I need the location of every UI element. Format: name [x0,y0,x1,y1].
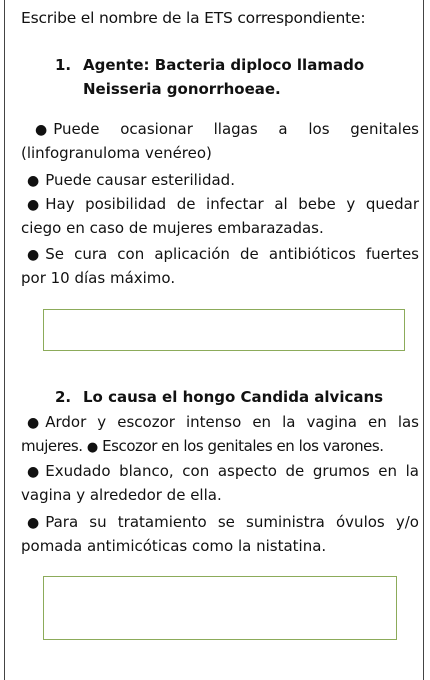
item-text-line2b: Escozor en los genitales en los varones. [102,436,384,455]
item-text-line1: Exudado blanco, con aspecto de grumos en la [45,462,419,480]
question-1-item-3 [21,193,419,239]
bullet-icon: ● [27,173,40,189]
question-2-title-text: Lo causa el hongo Candida alvicans [83,388,384,406]
question-1-title-line2: Neisseria gonorrhoeae. [83,80,281,98]
question-2-number: 2. [55,388,72,406]
item-text-line1: Para su tratamiento se suministra óvulos y/o [45,513,419,531]
question-1-number: 1. [55,56,72,74]
item-text-line1: Ardor y escozor intenso en la vagina en las [45,413,419,431]
answer-box-1[interactable] [43,309,405,351]
question-1-item-1 [21,118,419,164]
question-1-item-2 [21,169,419,193]
bullet-icon: ● [27,464,40,480]
item-text-line2: (linfogranuloma venéreo) [21,143,212,162]
instruction-text: Escribe el nombre de la ETS correspondiente: [21,9,366,27]
item-text-line2a: mujeres. [21,436,83,455]
question-2-title [55,385,415,409]
item-text-line1: Se cura con aplicación de antibióticos fuertes [45,245,419,263]
item-text-line2: ciego en caso de mujeres embarazadas. [21,218,324,237]
item-text-line1: Puede ocasionar llagas a los genitales [53,120,419,138]
bullet-icon: ● [27,197,40,213]
bullet-icon: ● [86,439,98,455]
question-2-item-3 [21,511,419,557]
question-1-title [55,53,395,101]
worksheet-page [4,0,424,680]
question-1-title-line1: Agente: Bacteria diploco llamado [83,56,365,74]
answer-box-2[interactable] [43,576,397,640]
bullet-icon: ● [27,247,40,263]
question-1-item-4 [21,243,419,289]
question-2-item-2 [21,460,419,506]
bullet-icon: ● [27,515,40,531]
item-text-line2: vagina y alrededor de ella. [21,485,222,504]
item-text-line1: Puede causar esterilidad. [45,171,235,189]
question-2-item-1 [21,411,419,459]
item-text-line2: pomada antimicóticas como la nistatina. [21,536,327,555]
bullet-icon: ● [27,415,40,431]
bullet-icon: ● [35,122,48,138]
item-text-line1: Hay posibilidad de infectar al bebe y quedar [45,195,419,213]
item-text-line2: por 10 días máximo. [21,268,176,287]
